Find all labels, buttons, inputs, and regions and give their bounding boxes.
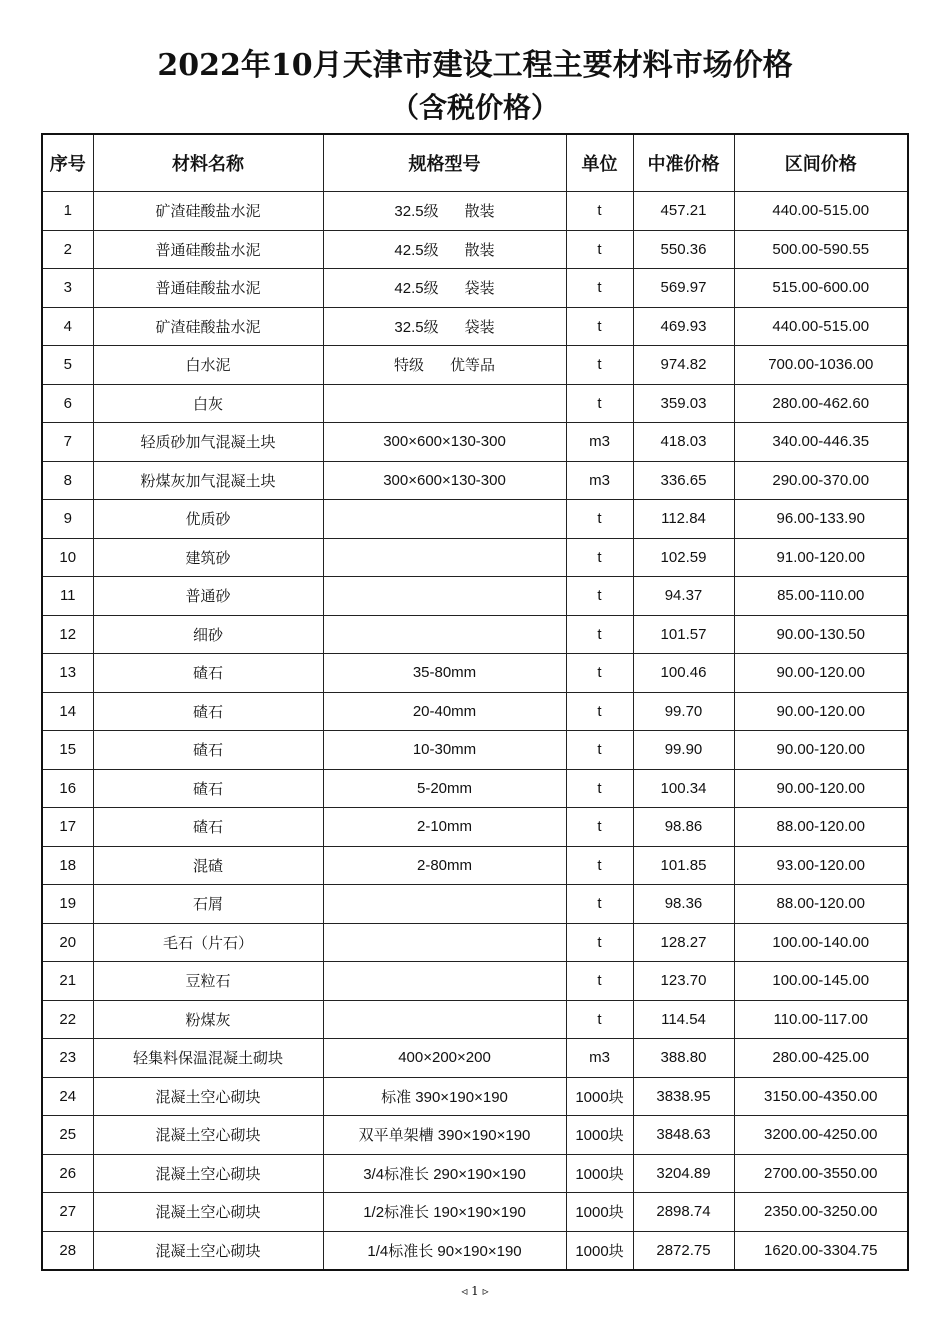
table-row — [42, 846, 908, 885]
cell-price: 388.80 — [633, 1039, 734, 1078]
cell-unit: t — [566, 615, 633, 654]
table-row — [42, 346, 908, 385]
cell-name: 白水泥 — [93, 346, 323, 385]
cell-unit: t — [566, 885, 633, 924]
table-row — [42, 423, 908, 462]
table-row — [42, 307, 908, 346]
cell-spec — [323, 769, 566, 808]
cell-price: 128.27 — [633, 923, 734, 962]
spec-packaging: 优等品 — [450, 357, 496, 375]
cell-price: 3204.89 — [633, 1154, 734, 1193]
table-row — [42, 1116, 908, 1155]
cell-name: 混凝土空心砌块 — [93, 1116, 323, 1155]
cell-price: 112.84 — [633, 500, 734, 539]
page-subtitle: （含税价格） — [390, 91, 559, 124]
spec-grade: 400×200×200 — [398, 1049, 491, 1067]
cell-price: 336.65 — [633, 461, 734, 500]
cell-price: 100.34 — [633, 769, 734, 808]
cell-name: 建筑砂 — [93, 538, 323, 577]
spec-grade: 42.5级 — [394, 241, 439, 259]
cell-no: 13 — [42, 654, 93, 693]
cell-price: 100.46 — [633, 654, 734, 693]
cell-no: 8 — [42, 461, 93, 500]
page-number: ◃ 1 ▹ — [461, 1284, 489, 1298]
spec-grade: 3/4标准长 290×190×190 — [363, 1165, 526, 1183]
cell-price: 3848.63 — [633, 1116, 734, 1155]
cell-no: 17 — [42, 808, 93, 847]
header-no: 序号 — [42, 134, 93, 192]
cell-spec — [323, 846, 566, 885]
table-row — [42, 654, 908, 693]
cell-range: 90.00-120.00 — [734, 692, 908, 731]
cell-price: 569.97 — [633, 269, 734, 308]
cell-range: 88.00-120.00 — [734, 885, 908, 924]
cell-unit: 1000块 — [566, 1231, 633, 1270]
cell-price: 2898.74 — [633, 1193, 734, 1232]
cell-spec — [323, 500, 566, 539]
cell-price: 418.03 — [633, 423, 734, 462]
table-body — [42, 192, 908, 1271]
spec-packaging: 袋装 — [464, 318, 495, 336]
cell-name: 矿渣硅酸盐水泥 — [93, 307, 323, 346]
cell-name: 粉煤灰 — [93, 1000, 323, 1039]
spec-packaging: 散装 — [464, 241, 495, 259]
cell-spec — [323, 1193, 566, 1232]
cell-spec — [323, 1116, 566, 1155]
cell-unit: t — [566, 384, 633, 423]
cell-range: 440.00-515.00 — [734, 307, 908, 346]
table-row — [42, 538, 908, 577]
cell-no: 26 — [42, 1154, 93, 1193]
cell-no: 25 — [42, 1116, 93, 1155]
cell-name: 混凝土空心砌块 — [93, 1077, 323, 1116]
cell-name: 混凝土空心砌块 — [93, 1231, 323, 1270]
cell-unit: t — [566, 269, 633, 308]
table-row — [42, 731, 908, 770]
spec-grade: 2-10mm — [416, 818, 472, 836]
cell-price: 457.21 — [633, 192, 734, 231]
cell-unit: t — [566, 692, 633, 731]
cell-no: 9 — [42, 500, 93, 539]
cell-range: 100.00-145.00 — [734, 962, 908, 1001]
cell-range: 2700.00-3550.00 — [734, 1154, 908, 1193]
cell-price: 2872.75 — [633, 1231, 734, 1270]
cell-range: 280.00-462.60 — [734, 384, 908, 423]
cell-name: 优质砂 — [93, 500, 323, 539]
cell-spec — [323, 461, 566, 500]
spec-grade: 双平单架槽 390×190×190 — [358, 1127, 531, 1145]
cell-unit: t — [566, 808, 633, 847]
cell-spec — [323, 1000, 566, 1039]
cell-name: 碴石 — [93, 692, 323, 731]
cell-price: 102.59 — [633, 538, 734, 577]
table-row — [42, 384, 908, 423]
cell-no: 11 — [42, 577, 93, 616]
cell-spec — [323, 269, 566, 308]
cell-unit: t — [566, 577, 633, 616]
cell-spec — [323, 577, 566, 616]
cell-range: 515.00-600.00 — [734, 269, 908, 308]
spec-grade: 300×600×130-300 — [383, 471, 506, 489]
spec-grade: 1/2标准长 190×190×190 — [363, 1204, 526, 1222]
cell-range: 96.00-133.90 — [734, 500, 908, 539]
cell-spec — [323, 384, 566, 423]
cell-spec — [323, 423, 566, 462]
cell-name: 豆粒石 — [93, 962, 323, 1001]
cell-unit: t — [566, 731, 633, 770]
cell-price: 114.54 — [633, 1000, 734, 1039]
cell-unit: 1000块 — [566, 1116, 633, 1155]
spec-grade: 32.5级 — [394, 203, 439, 221]
cell-price: 99.70 — [633, 692, 734, 731]
cell-unit: t — [566, 538, 633, 577]
table-row — [42, 1039, 908, 1078]
cell-no: 12 — [42, 615, 93, 654]
header-spec: 规格型号 — [323, 134, 566, 192]
cell-no: 27 — [42, 1193, 93, 1232]
cell-name: 混凝土空心砌块 — [93, 1193, 323, 1232]
cell-range: 90.00-120.00 — [734, 731, 908, 770]
cell-unit: 1000块 — [566, 1154, 633, 1193]
cell-no: 6 — [42, 384, 93, 423]
cell-name: 细砂 — [93, 615, 323, 654]
cell-unit: t — [566, 846, 633, 885]
spec-grade: 特级 — [393, 357, 424, 375]
cell-name: 普通砂 — [93, 577, 323, 616]
header-range: 区间价格 — [734, 134, 908, 192]
table-row — [42, 885, 908, 924]
cell-name: 普通硅酸盐水泥 — [93, 269, 323, 308]
header-name: 材料名称 — [93, 134, 323, 192]
table-row — [42, 1231, 908, 1270]
cell-spec — [323, 885, 566, 924]
table-row — [42, 461, 908, 500]
cell-range: 110.00-117.00 — [734, 1000, 908, 1039]
header-price: 中准价格 — [633, 134, 734, 192]
cell-no: 14 — [42, 692, 93, 731]
cell-price: 101.57 — [633, 615, 734, 654]
price-table — [41, 133, 909, 1271]
table-row — [42, 1077, 908, 1116]
table-row — [42, 923, 908, 962]
cell-no: 1 — [42, 192, 93, 231]
cell-no: 22 — [42, 1000, 93, 1039]
spec-packaging: 袋装 — [464, 280, 495, 298]
cell-price: 98.36 — [633, 885, 734, 924]
cell-range: 340.00-446.35 — [734, 423, 908, 462]
table-row — [42, 1193, 908, 1232]
cell-name: 混凝土空心砌块 — [93, 1154, 323, 1193]
cell-spec — [323, 615, 566, 654]
cell-spec — [323, 1154, 566, 1193]
cell-no: 4 — [42, 307, 93, 346]
cell-range: 88.00-120.00 — [734, 808, 908, 847]
cell-name: 普通硅酸盐水泥 — [93, 230, 323, 269]
cell-price: 359.03 — [633, 384, 734, 423]
cell-range: 3200.00-4250.00 — [734, 1116, 908, 1155]
cell-price: 98.86 — [633, 808, 734, 847]
cell-unit: 1000块 — [566, 1077, 633, 1116]
cell-name: 混碴 — [93, 846, 323, 885]
cell-price: 99.90 — [633, 731, 734, 770]
spec-grade: 42.5级 — [394, 280, 439, 298]
table-row — [42, 1154, 908, 1193]
spec-grade: 20-40mm — [412, 702, 477, 720]
cell-spec — [323, 808, 566, 847]
cell-price: 3838.95 — [633, 1077, 734, 1116]
cell-spec — [323, 1231, 566, 1270]
cell-spec — [323, 1077, 566, 1116]
cell-spec — [323, 1039, 566, 1078]
table-row — [42, 692, 908, 731]
cell-unit: t — [566, 192, 633, 231]
cell-unit: t — [566, 654, 633, 693]
cell-no: 23 — [42, 1039, 93, 1078]
cell-price: 974.82 — [633, 346, 734, 385]
cell-no: 24 — [42, 1077, 93, 1116]
cell-no: 5 — [42, 346, 93, 385]
spec-packaging: 散装 — [464, 203, 495, 221]
cell-name: 轻集料保温混凝土砌块 — [93, 1039, 323, 1078]
cell-spec — [323, 538, 566, 577]
cell-no: 20 — [42, 923, 93, 962]
cell-range: 91.00-120.00 — [734, 538, 908, 577]
cell-range: 280.00-425.00 — [734, 1039, 908, 1078]
cell-price: 101.85 — [633, 846, 734, 885]
cell-unit: m3 — [566, 423, 633, 462]
table-row — [42, 808, 908, 847]
cell-name: 白灰 — [93, 384, 323, 423]
cell-unit: t — [566, 346, 633, 385]
cell-range: 440.00-515.00 — [734, 192, 908, 231]
cell-no: 18 — [42, 846, 93, 885]
table-row — [42, 577, 908, 616]
table-row — [42, 769, 908, 808]
cell-name: 碴石 — [93, 769, 323, 808]
cell-range: 90.00-120.00 — [734, 769, 908, 808]
cell-spec — [323, 230, 566, 269]
cell-price: 550.36 — [633, 230, 734, 269]
table-row — [42, 962, 908, 1001]
cell-no: 21 — [42, 962, 93, 1001]
cell-no: 10 — [42, 538, 93, 577]
cell-price: 469.93 — [633, 307, 734, 346]
spec-grade: 5-20mm — [416, 779, 472, 797]
cell-spec — [323, 692, 566, 731]
cell-name: 碴石 — [93, 654, 323, 693]
cell-unit: t — [566, 500, 633, 539]
spec-grade: 1/4标准长 90×190×190 — [367, 1242, 522, 1260]
cell-range: 93.00-120.00 — [734, 846, 908, 885]
cell-name: 碴石 — [93, 808, 323, 847]
cell-range: 85.00-110.00 — [734, 577, 908, 616]
table-row — [42, 192, 908, 231]
cell-spec — [323, 731, 566, 770]
cell-range: 500.00-590.55 — [734, 230, 908, 269]
cell-name: 粉煤灰加气混凝土块 — [93, 461, 323, 500]
cell-no: 19 — [42, 885, 93, 924]
cell-unit: m3 — [566, 1039, 633, 1078]
cell-unit: t — [566, 923, 633, 962]
cell-spec — [323, 923, 566, 962]
spec-grade: 32.5级 — [394, 318, 439, 336]
spec-grade: 2-80mm — [416, 856, 472, 874]
cell-name: 毛石（片石） — [93, 923, 323, 962]
header-unit: 单位 — [566, 134, 633, 192]
cell-name: 矿渣硅酸盐水泥 — [93, 192, 323, 231]
cell-unit: m3 — [566, 461, 633, 500]
cell-no: 2 — [42, 230, 93, 269]
cell-no: 16 — [42, 769, 93, 808]
table-row — [42, 230, 908, 269]
page-title: 2022年10月天津市建设工程主要材料市场价格 — [157, 48, 793, 83]
cell-range: 290.00-370.00 — [734, 461, 908, 500]
cell-range: 90.00-120.00 — [734, 654, 908, 693]
cell-unit: t — [566, 769, 633, 808]
cell-unit: t — [566, 962, 633, 1001]
cell-spec — [323, 307, 566, 346]
spec-grade: 10-30mm — [412, 741, 477, 759]
spec-grade: 标准 390×190×190 — [381, 1088, 508, 1106]
cell-name: 轻质砂加气混凝土块 — [93, 423, 323, 462]
cell-spec — [323, 192, 566, 231]
cell-unit: t — [566, 230, 633, 269]
cell-unit: t — [566, 1000, 633, 1039]
cell-unit: t — [566, 307, 633, 346]
table-row — [42, 269, 908, 308]
spec-grade: 300×600×130-300 — [383, 433, 506, 451]
cell-price: 94.37 — [633, 577, 734, 616]
cell-range: 1620.00-3304.75 — [734, 1231, 908, 1270]
cell-spec — [323, 962, 566, 1001]
table-row — [42, 615, 908, 654]
cell-no: 7 — [42, 423, 93, 462]
cell-range: 700.00-1036.00 — [734, 346, 908, 385]
table-header-row — [42, 134, 908, 192]
cell-name: 碴石 — [93, 731, 323, 770]
cell-range: 3150.00-4350.00 — [734, 1077, 908, 1116]
cell-range: 100.00-140.00 — [734, 923, 908, 962]
spec-grade: 35-80mm — [412, 664, 477, 682]
table-row — [42, 1000, 908, 1039]
cell-no: 15 — [42, 731, 93, 770]
table-row — [42, 500, 908, 539]
cell-price: 123.70 — [633, 962, 734, 1001]
cell-name: 石屑 — [93, 885, 323, 924]
cell-spec — [323, 654, 566, 693]
cell-no: 3 — [42, 269, 93, 308]
cell-unit: 1000块 — [566, 1193, 633, 1232]
cell-no: 28 — [42, 1231, 93, 1270]
cell-range: 2350.00-3250.00 — [734, 1193, 908, 1232]
cell-spec — [323, 346, 566, 385]
cell-range: 90.00-130.50 — [734, 615, 908, 654]
